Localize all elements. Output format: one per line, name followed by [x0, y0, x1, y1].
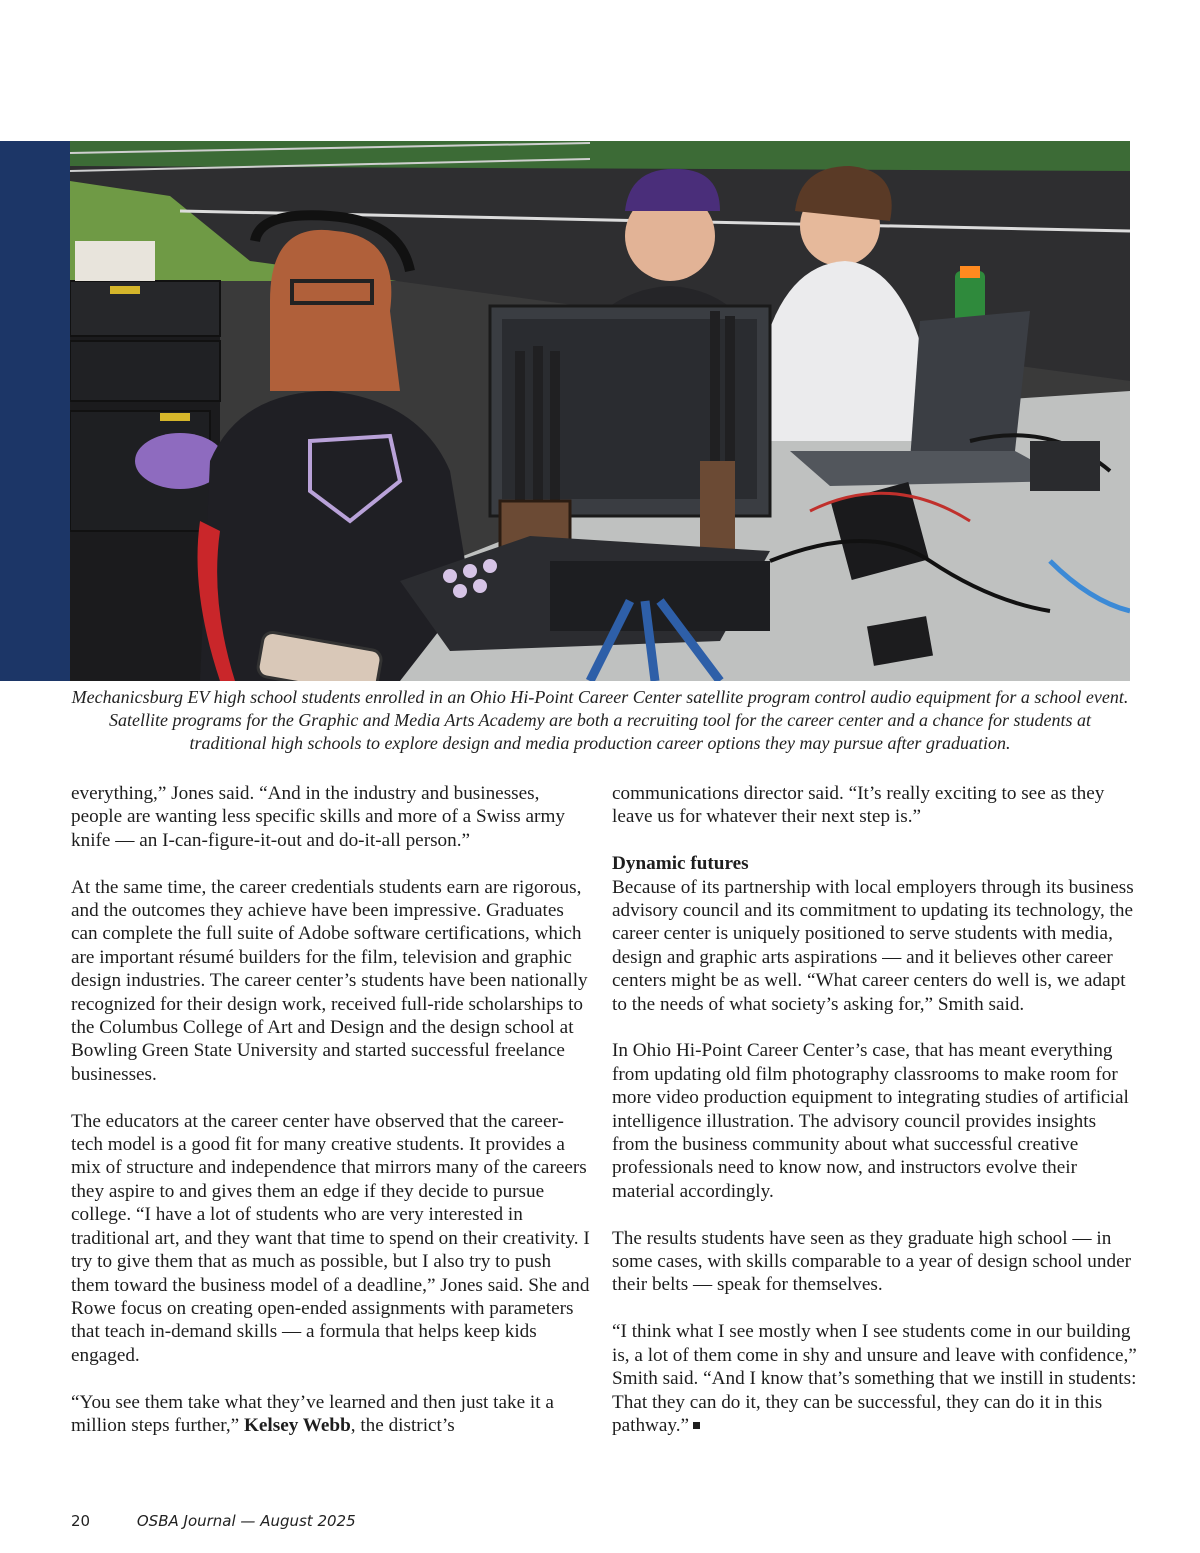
paragraph: In Ohio Hi-Point Career Center’s case, that has meant everything from updating old film photography classrooms to make room for more video production equipment to integrating studies of artificial intelligence illustration. The advisory council provides insights from the business community about what successful creative professionals need to know now, and instructors evolve their material accordingly.	[612, 1040, 1129, 1202]
paragraph-text: , the district’s	[350, 1414, 455, 1436]
paragraph: The educators at the career center have observed that the career-tech model is a good fit for many creative students. It provides a mix of structure and independence that mirrors many of the careers they aspire to and gives them an edge if they decide to pursue college. “I have a lot of students who are very interested in traditional art, and they want that time to spend on their creativity. I try to give them that as much as possible, but I also try to push them toward the business model of a deadline,” Jones said. She and Rowe focus on creating open-ended assignments with parameters that teach in-demand skills — a formula that helps keep kids engaged.	[71, 1110, 590, 1366]
paragraph-text: “You see them take what they’ve learned and then just take it a million steps further,”	[71, 1391, 554, 1436]
article-column-left	[71, 782, 591, 1461]
paragraph: The results students have seen as they graduate high school — in some cases, with skills comparable to a year of design school under their belts — speak for themselves.	[612, 1227, 1131, 1296]
paragraph	[71, 1391, 591, 1438]
feature-photo	[70, 141, 1130, 681]
photo-caption: Mechanicsburg EV high school students enrolled in an Ohio Hi-Point Career Center satellite program control audio equipment for a school event. Satellite programs for the Graphic and Media Arts Academy are both a recruiting tool for the career center and a chance for students at traditional high schools to explore design and media production career options they may pursue after graduation.	[71, 687, 1129, 753]
page-footer	[71, 1512, 356, 1530]
paragraph	[612, 1320, 1137, 1437]
person-name: Kelsey Webb	[243, 1414, 351, 1436]
end-of-article-mark	[693, 1422, 700, 1429]
page-number: 20	[71, 1512, 91, 1530]
publication-name: OSBA Journal — August 2025	[136, 1512, 356, 1530]
section-heading: Dynamic futures	[612, 853, 749, 875]
accent-side-bar	[0, 141, 70, 681]
paragraph: Because of its partnership with local employers through its business advisory council and its commitment to updating its technology, the career center is uniquely positioned to serve students with media, design and graphic arts aspirations — and it believes other career centers might be as well. “What career centers do well is, we adapt to the needs of what society’s asking for,” Smith said.	[612, 876, 1134, 1015]
paragraph: communications director said. “It’s really exciting to see as they leave us for whatever their next step is.”	[612, 783, 1105, 828]
paragraph-text: “I think what I see mostly when I see students come in our building is, a lot of them come in shy and unsure and leave with confidence,” Smith said. “And I know that’s something that we instill in students: That they can do it, they can be successful, they can do it in this pathway.”	[612, 1321, 1137, 1436]
paragraph: everything,” Jones said. “And in the industry and businesses, people are wanting less specific skills and more of a Swiss army knife — an I-can-figure-it-out and do-it-all person.”	[71, 783, 565, 851]
paragraph: At the same time, the career credentials students earn are rigorous, and the outcomes they achieve have been impressive. Graduates can complete the full suite of Adobe software certifications, which are important résumé builders for the film, television and graphic design industries. The career center’s students have been nationally recognized for their design work, received full-ride scholarships to the Columbus College of Art and Design and the design school at Bowling Green State University and started successful freelance businesses.	[71, 876, 588, 1085]
article-column-right	[612, 782, 1137, 1461]
